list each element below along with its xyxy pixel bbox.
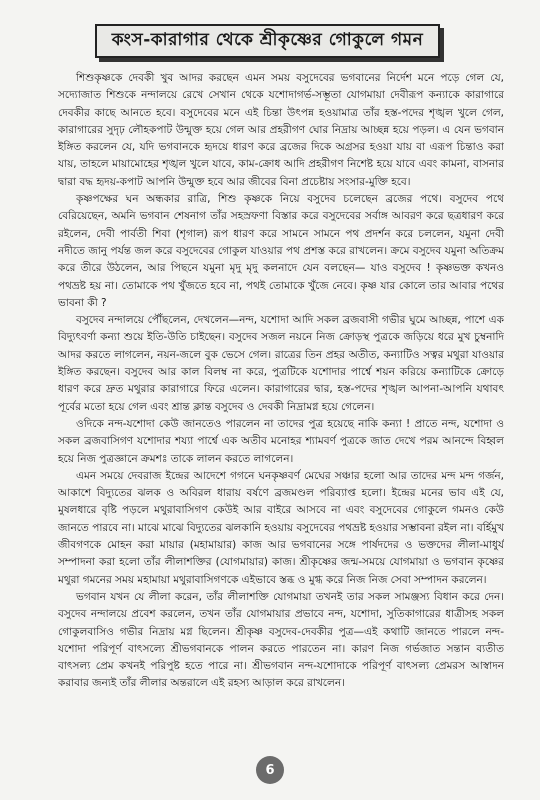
page-number-badge (256, 756, 284, 784)
paragraph: ওদিকে নন্দ-যশোদা কেউ জানতেও পারলেন না তাদের পুত্র হয়েছে নাকি কন্যা ! প্রাতে নন্দ, যশোদা ও সকল ব্রজবাসিগণ যশোদার শয্যা পার্শ্বে এক অতীব মনোহর শ্যামবর্ণ পুত্রকে জাত দেখে পরম আনন্দে বিহ্বল হয়ে নিজ পুত্রজ্ঞানে ক্রমশঃ তাকে লালন করতে লাগলেন। (58, 417, 504, 465)
paragraph: বসুদেব নন্দালয়ে পৌঁছলেন, দেখলেন—নন্দ, যশোদা আদি সকল ব্রজবাসী গভীর ঘুমে আচ্ছন্ন, পাশে এক বিদ্যুৎবর্ণা কন্যা শুয়ে ইতি-উতি চাইছেন। বসুদেব সজল নয়নে নিজ ক্রোড়স্থ পুত্রকে জড়িয়ে ধরে মুখ চুম্বনাদি আদর করতে লাগলেন, নয়ন-জলে বুক ভেসে গেল। রাত্রের তিন প্রহর অতীত, কন্যাটিও সত্বর মথুরা যাওয়ার ইঙ্গিত করছেন। বসুদেব আর কাল বিলম্ব না করে, পুত্রটিকে যশোদার পার্শ্বে শয়ন করিয়ে কন্যাটিকে ক্রোড়ে ধারণ করে দ্রুত মথুরার কারাগারে ফিরে এলেন। কারাগারের দ্বার, হস্ত-পদের শৃঙ্খল আপনা-আপনি যথাবৎ পূর্বের মতো হয়ে গেল এবং শ্রান্ত ক্লান্ত বসুদেব ও দেবকী নিদ্রামগ্ন হয়ে গেলেন। (58, 314, 504, 413)
paragraph: ভগবান যখন যে লীলা করেন, তাঁর লীলাশক্তি যোগমায়া তখনই তার সকল সামঞ্জস্য বিধান করে দেন। বসুদেব নন্দালয়ে প্রবেশ করলেন, তখন তাঁর যোগমায়ার প্রভাবে নন্দ, যশোদা, সুতিকাগারের ধাত্রীসহ সকল গোকুলবাসিও গভীর নিদ্রায় মগ্ন ছিলেন। শ্রীকৃষ্ণ বসুদেব-দেবকীর পুত্র—এই কথাটি জানতে পারলে নন্দ-যশোদা পরিপূর্ণ বাৎসল্যে শ্রীভগবানকে পালন করতে পারতেন না। কারণ নিজ গর্ভজাত সন্তান ব্যতীত বাৎসল্য প্রেম কখনই পরিপুষ্ট হতে পারে না। শ্রীভগবান নন্দ-যশোদাকে পরিপূর্ণ বাৎসল্য প্রেমরস আস্বাদন করাবার জন্যই তাঁর লীলার অন্তরালে এই রহস্য আড়াল করে রাখলেন। (58, 590, 504, 690)
paragraph: এমন সময়ে দেবরাজ ইন্দ্রের আদেশে গগনে ঘনকৃষ্ণবর্ণ মেঘের সঞ্চার হলো আর তাদের মন্দ মন্দ গর্জন, আকাশে বিদ্যুতের ঝলক ও অবিরল ধারায় বর্ষণে ব্রজমণ্ডল পরিব্যাপ্ত হলো। ইন্দ্রের মনের ভাব এই যে, মুষলধারে বৃষ্টি পড়লে মথুরাবাসিগণ কেউই আর বাইরে আসবে না এবং বসুদেবের গোকুলে গমনও কেউ জানতে পারবে না। মাঝে মাঝে বিদ্যুতের ঝলকানি হওয়ায় বসুদেবের পথভ্রষ্ট হওয়ার সম্ভাবনা রইল না। বর্হিমুখ জীবগণকে মোহন করা মায়ার (মহামায়ার) কাজ আর ভগবানের সঙ্গে পার্ষদদের ও ভক্তদের লীলা-মাধুর্য সম্পাদনা করা হলো তাঁর লীলাশক্তির (যোগমায়ার) কাজ। শ্রীকৃষ্ণের জন্ম-সময়ে যোগমায়া ও ভগবান কৃষ্ণের মথুরা গমনের সময় মহামায়া মথুরাবাসিগণকে এইভাবে স্তব্ধ ও মুগ্ধ করে নিজ নিজ সেবা সম্পাদন করলেন। (58, 469, 504, 586)
paragraph: শিশুকৃষ্ণকে দেবকী খুব আদর করছেন এমন সময় বসুদেবের ভগবানের নির্দেশ মনে পড়ে গেল যে, সদ্যোজাত শিশুকে নন্দালয়ে রেখে সেখান থেকে যশোদাগর্ভ-সম্ভূতা যোগমায়া দেবীরূপ কন্যাকে কারাগারে দেবকীর কাছে আনতে হবে। বসুদেবের মনে এই চিন্তা উৎপন্ন হওয়ামাত্র তাঁর হস্ত-পদের শৃঙ্খল খুলে গেল, কারাগারের সুদৃঢ় লৌহকপাট উন্মুক্ত হয়ে গেল আর প্রহরীগণ ঘোর নিদ্রায় আচ্ছন্ন হয়ে পড়ল। এ যেন ভগবান ইঙ্গিত করলেন যে, যদি ভগবানকে হৃদয়ে ধারণ করে ব্রজের দিকে অগ্রসর হওয়া যায় বা এরূপ চিন্তাও করা যায়, তাহলে মায়ামোহের শৃঙ্খল খুলে যাবে, কাম-ক্রোধ আদি প্রহরীগণ নিশেষ্ট হয়ে যাবে এবং কামনা, বাসনার দ্বারা বদ্ধ হৃদয়-কপাট আপনি উন্মুক্ত হবে আর জীবের বিনা প্রচেষ্টায় সংসার-মুক্তি হবে। (58, 72, 504, 188)
page-number: 6 (265, 762, 275, 778)
body-text (58, 70, 504, 730)
paragraph: কৃষ্ণপক্ষের ঘন অন্ধকার রাত্রি, শিশু কৃষ্ণকে নিয়ে বসুদেব চলেছেন ব্রজের পথে। বসুদেব পথে বেরিয়েছেন, অমনি ভগবান শেষনাগ তাঁর সহস্রফণা বিস্তার করে বসুদেবের সর্বাঙ্গ আবরণ করে ছত্রধারণ করে রইলেন, দেবী পার্বতী শিবা (শৃগাল) রূপ ধারণ করে সামনে সামনে পথ প্রদর্শন করে চললেন, যমুনা দেবী নদীতে জানু পর্যন্ত জল করে বসুদেবের গোকুল যাওয়ার পথ প্রশস্ত করে রাখলেন। ক্রমে বসুদেব যমুনা অতিক্রম করে তীরে উঠলেন, আর পিছনে যমুনা মৃদু মৃদু কলনাদে যেন বলছেন— যাও বসুদেব ! কৃষ্ণভক্ত কখনও পথভ্রষ্ট হয় না। তোমাকে পথ খুঁজতে হবে না, পথই তোমাকে খুঁজে নেবে। কৃষ্ণ যার কোলে তার আবার পথের ভাবনা কী ? (58, 193, 504, 309)
chapter-title: কংস-কারাগার থেকে শ্রীকৃষ্ণের গোকুলে গমন (111, 30, 424, 50)
chapter-title-box (95, 24, 440, 58)
